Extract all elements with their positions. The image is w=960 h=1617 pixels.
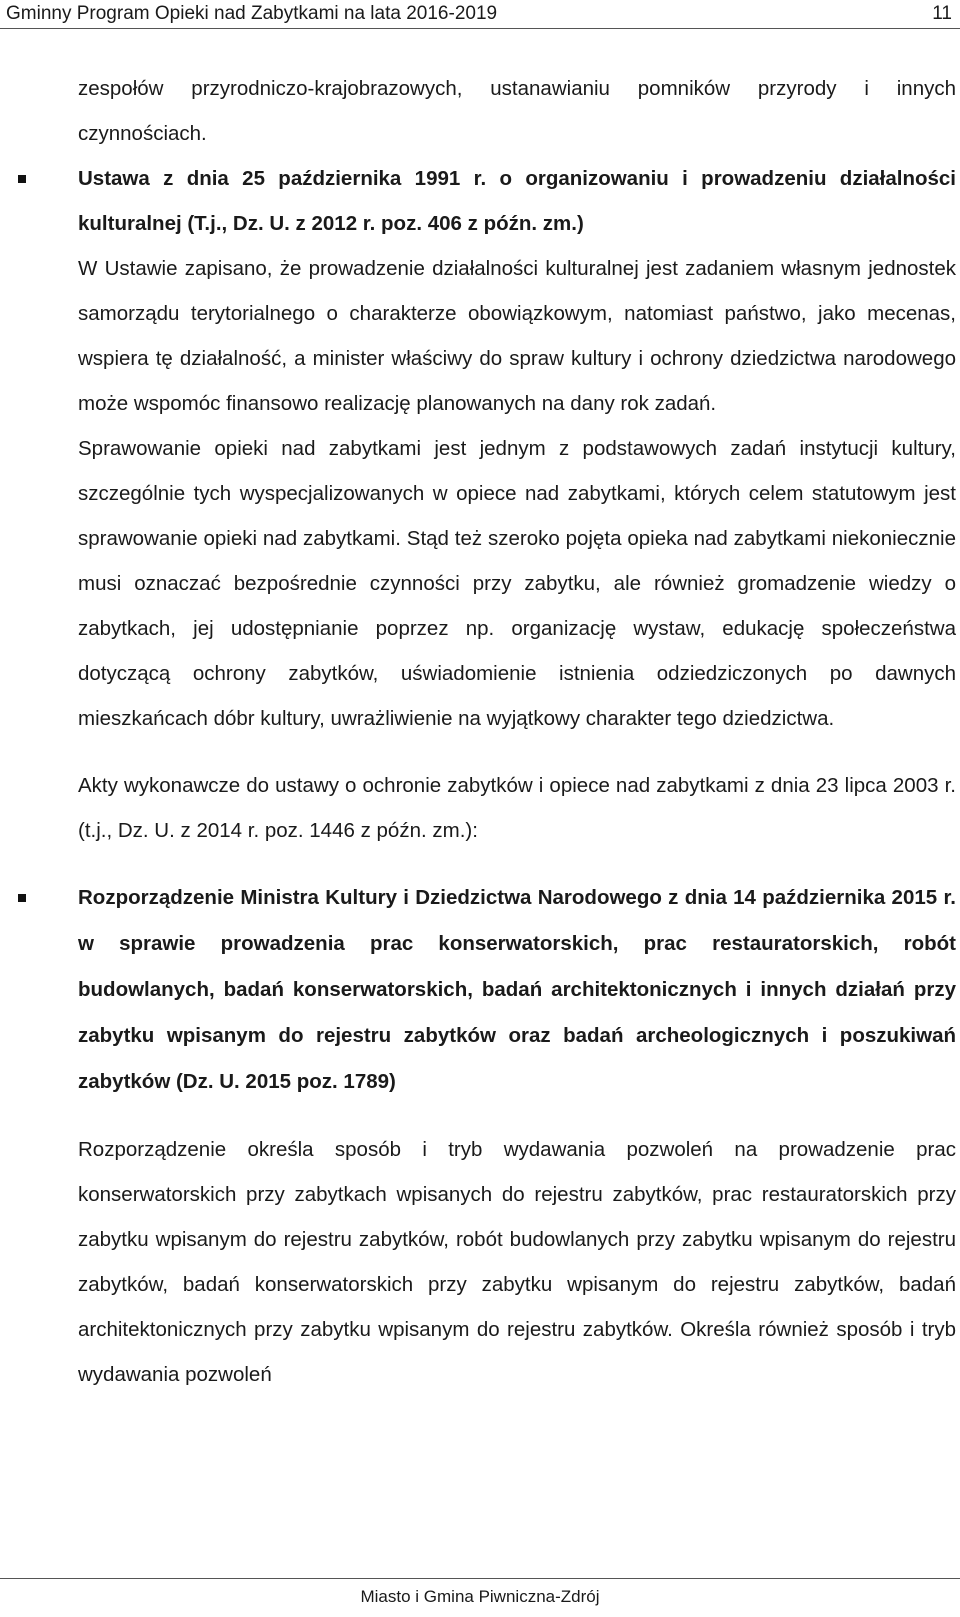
act-title-1991: Ustawa z dnia 25 października 1991 r. o organizowaniu i prowadzeniu działalności kulturalnej (T.j., Dz. U. z 2012 r. poz. 406 z późn. zm.) (78, 167, 956, 235)
regulation-title-2015: Rozporządzenie Ministra Kultury i Dziedzictwa Narodowego z dnia 14 października 2015 r. w sprawie prowadzenia prac konserwatorskich, prac restauratorskich, robót budowlanych, badań konserwatorskich, badań architektonicznych i innych działań przy zabytku wpisanym do rejestru zabytków oraz badań archeologicznych i poszukiwań zabytków (Dz. U. 2015 poz. 1789) (78, 886, 956, 1093)
list-item-act-1991 (78, 156, 956, 246)
paragraph-implementing-acts: Akty wykonawcze do ustawy o ochronie zabytków i opiece nad zabytkami z dnia 23 lipca 2003 r. (t.j., Dz. U. z 2014 r. poz. 1446 z późn. zm.): (78, 774, 956, 842)
page-header (0, 0, 960, 29)
paragraph-cultural-activity: W Ustawie zapisano, że prowadzenie działalności kulturalnej jest zadaniem własnym jednostek samorządu terytorialnego o charakterze obowiązkowym, natomiast państwo, jako mecenas, wspiera tę działalność, a minister właściwy do spraw kultury i ochrony dziedzictwa narodowego może wspomóc finansowo realizację planowanych na dany rok zadań. (78, 257, 956, 415)
page-footer (0, 1578, 960, 1607)
paragraph-monument-care: Sprawowanie opieki nad zabytkami jest jednym z podstawowych zadań instytucji kultury, szczególnie tych wyspecjalizowanych w opiece nad zabytkami, których celem statutowym jest sprawowanie opieki nad zabytkami. Stąd też szeroko pojęta opieka nad zabytkami niekoniecznie musi oznaczać bezpośrednie czynności przy zabytku, ale również gromadzenie wiedzy o zabytkach, jej udostępnianie poprzez np. organizację wystaw, edukację społeczeństwa dotyczącą ochrony zabytków, uświadomienie istnienia odziedziczonych po dawnych mieszkańcach dóbr kultury, uwrażliwienie na wyjątkowy charakter tego dziedzictwa. (78, 437, 956, 730)
page-content (78, 66, 956, 1397)
paragraph-regulation-scope: Rozporządzenie określa sposób i tryb wydawania pozwoleń na prowadzenie prac konserwatorskich przy zabytkach wpisanych do rejestru zabytków, prac restauratorskich przy zabytku wpisanym do rejestru zabytków, robót budowlanych przy zabytku wpisanym do rejestru zabytków, badań konserwatorskich przy zabytku wpisanym do rejestru zabytków, badań architektonicznych przy zabytku wpisanym do rejestru zabytków. Określa również sposób i tryb wydawania pozwoleń (78, 1138, 956, 1386)
square-bullet-icon (18, 894, 26, 902)
footer-text: Miasto i Gmina Piwniczna-Zdrój (360, 1587, 600, 1606)
document-title: Gminny Program Opieki nad Zabytkami na lata 2016-2019 (6, 3, 498, 24)
list-item-regulation-2015 (78, 875, 956, 1105)
square-bullet-icon (18, 175, 26, 183)
page-number: 11 (932, 3, 952, 24)
paragraph-intro: zespołów przyrodniczo-krajobrazowych, ustanawianiu pomników przyrody i innych czynnościach. (78, 77, 956, 145)
